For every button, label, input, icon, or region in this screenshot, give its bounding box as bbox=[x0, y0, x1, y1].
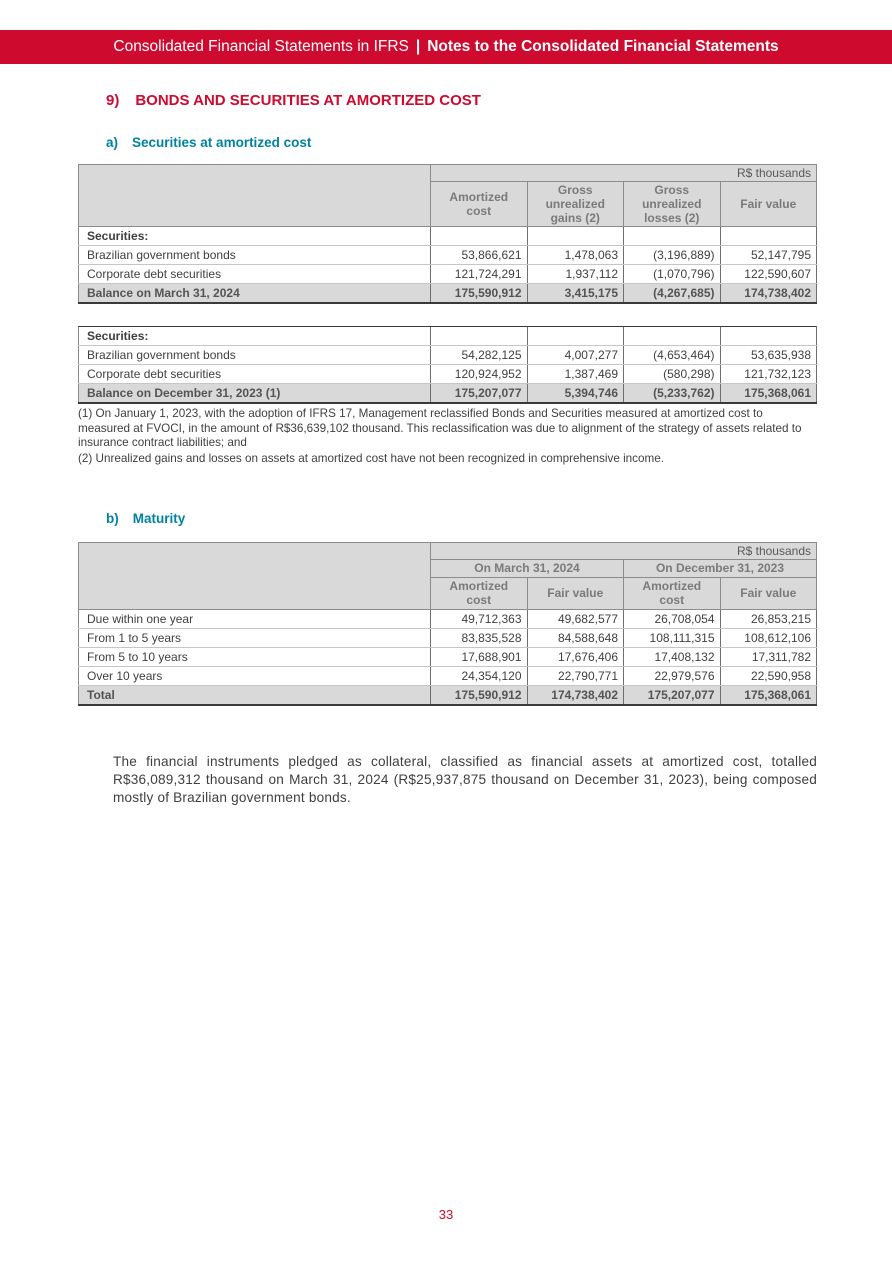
table-row-group bbox=[79, 327, 817, 346]
table-cell: 175,590,912 bbox=[431, 284, 528, 304]
row-label: Brazilian government bonds bbox=[79, 246, 431, 265]
subsection-a-title bbox=[106, 135, 816, 150]
row-label: Corporate debt securities bbox=[79, 365, 431, 384]
table-cell: 175,207,077 bbox=[624, 685, 721, 705]
table-cell-empty bbox=[720, 227, 817, 246]
table-cell-empty bbox=[720, 327, 817, 346]
table-cell: 83,835,528 bbox=[431, 628, 528, 647]
table-cell: 175,368,061 bbox=[720, 384, 817, 404]
header-title-left: Consolidated Financial Statements in IFRS bbox=[113, 38, 409, 55]
table-row bbox=[79, 609, 817, 628]
table-row bbox=[79, 346, 817, 365]
table-cell: 1,387,469 bbox=[527, 365, 624, 384]
column-header-gross-unrealized-gains: Gross unrealized gains (2) bbox=[527, 182, 624, 227]
unit-label: R$ thousands bbox=[431, 165, 817, 182]
table-cell: 121,732,123 bbox=[720, 365, 817, 384]
period-header-march-2024: On March 31, 2024 bbox=[431, 559, 624, 577]
footnotes bbox=[78, 407, 816, 467]
table-cell: 17,676,406 bbox=[527, 647, 624, 666]
table-row bbox=[79, 246, 817, 265]
table-cell: 26,708,054 bbox=[624, 609, 721, 628]
table-cell-empty bbox=[527, 327, 624, 346]
table-row-total bbox=[79, 685, 817, 705]
table-cell: 121,724,291 bbox=[431, 265, 528, 284]
table-cell: 17,311,782 bbox=[720, 647, 817, 666]
row-label: Over 10 years bbox=[79, 666, 431, 685]
table-cell: 175,590,912 bbox=[431, 685, 528, 705]
table-cell: 24,354,120 bbox=[431, 666, 528, 685]
table-cell: 26,853,215 bbox=[720, 609, 817, 628]
table-cell: 17,408,132 bbox=[624, 647, 721, 666]
column-header-fair-value-2024: Fair value bbox=[527, 577, 624, 609]
table-cell-empty bbox=[431, 327, 528, 346]
column-header-gross-unrealized-losses: Gross unrealized losses (2) bbox=[624, 182, 721, 227]
table-cell: 3,415,175 bbox=[527, 284, 624, 304]
subsection-a-text: Securities at amortized cost bbox=[132, 135, 312, 150]
table-cell: 5,394,746 bbox=[527, 384, 624, 404]
footnote-1: (1) On January 1, 2023, with the adoption of IFRS 17, Management reclassified Bonds and Securities measured at amortized cost to measured at FVOCI, in the amount of R$36,639,102 thousand. This reclassification was due to alignment of the strategy of assets related to insurance contract liabilities; and bbox=[78, 407, 802, 450]
unit-row bbox=[79, 542, 817, 559]
subsection-b-title bbox=[106, 511, 816, 526]
table-cell: 174,738,402 bbox=[527, 685, 624, 705]
period-header-december-2023: On December 31, 2023 bbox=[624, 559, 817, 577]
table-row bbox=[79, 365, 817, 384]
table-cell: 22,790,771 bbox=[527, 666, 624, 685]
header-title-right: Notes to the Consolidated Financial Statements bbox=[427, 38, 779, 55]
table-cell: 174,738,402 bbox=[720, 284, 817, 304]
row-label: Brazilian government bonds bbox=[79, 346, 431, 365]
column-header-fair-value-2023: Fair value bbox=[720, 577, 817, 609]
page-content bbox=[78, 64, 816, 807]
subsection-a-number: a) bbox=[106, 135, 119, 150]
collateral-paragraph: The financial instruments pledged as collateral, classified as financial assets at amortized cost, totalled R$36,089,312 thousand on March 31, 2024 (R$25,937,875 thousand on December 31, 2023), being composed mostly of Brazilian government bonds. bbox=[113, 753, 817, 805]
securities-table-2024 bbox=[78, 164, 817, 304]
table-cell: 122,590,607 bbox=[720, 265, 817, 284]
table-row bbox=[79, 265, 817, 284]
table-cell: (580,298) bbox=[624, 365, 721, 384]
group-label: Securities: bbox=[79, 327, 431, 346]
column-header-amortized-cost-2024: Amortized cost bbox=[431, 577, 528, 609]
column-header-fair-value: Fair value bbox=[720, 182, 817, 227]
table-row bbox=[79, 666, 817, 685]
table-cell: 84,588,648 bbox=[527, 628, 624, 647]
total-label: Balance on March 31, 2024 bbox=[79, 284, 431, 304]
table-row-total bbox=[79, 284, 817, 304]
table-cell: 108,612,106 bbox=[720, 628, 817, 647]
unit-row bbox=[79, 165, 817, 182]
table-cell: 175,207,077 bbox=[431, 384, 528, 404]
section-title bbox=[106, 92, 816, 109]
subsection-b-number: b) bbox=[106, 510, 119, 526]
subsection-b-text: Maturity bbox=[132, 510, 186, 526]
row-label: Corporate debt securities bbox=[79, 265, 431, 284]
table-cell-empty bbox=[431, 227, 528, 246]
table-cell: 1,478,063 bbox=[527, 246, 624, 265]
table-cell-empty bbox=[624, 227, 721, 246]
footnote-2: (2) Unrealized gains and losses on assets at amortized cost have not been recognized in comprehensive income. bbox=[78, 451, 664, 465]
column-header-amortized-cost: Amortized cost bbox=[431, 182, 528, 227]
table-cell: 49,712,363 bbox=[431, 609, 528, 628]
page-number: 33 bbox=[438, 1207, 454, 1222]
table-cell: 175,368,061 bbox=[720, 685, 817, 705]
table-cell: (5,233,762) bbox=[624, 384, 721, 404]
table-cell: 53,635,938 bbox=[720, 346, 817, 365]
table-row-total bbox=[79, 384, 817, 404]
table-cell: (4,653,464) bbox=[624, 346, 721, 365]
table-corner bbox=[79, 165, 431, 227]
table-row-group bbox=[79, 227, 817, 246]
table-cell: 52,147,795 bbox=[720, 246, 817, 265]
securities-table-2023 bbox=[78, 326, 817, 404]
row-label: Due within one year bbox=[79, 609, 431, 628]
table-cell: 108,111,315 bbox=[624, 628, 721, 647]
table-corner bbox=[79, 542, 431, 609]
table-cell: 120,924,952 bbox=[431, 365, 528, 384]
table-cell: 1,937,112 bbox=[527, 265, 624, 284]
table-cell: 54,282,125 bbox=[431, 346, 528, 365]
table-row bbox=[79, 628, 817, 647]
table-cell: 22,590,958 bbox=[720, 666, 817, 685]
table-cell: (4,267,685) bbox=[624, 284, 721, 304]
total-label: Total bbox=[79, 685, 431, 705]
table-cell: 53,866,621 bbox=[431, 246, 528, 265]
table-cell: 22,979,576 bbox=[624, 666, 721, 685]
table-cell: (3,196,889) bbox=[624, 246, 721, 265]
group-label: Securities: bbox=[79, 227, 431, 246]
maturity-table bbox=[78, 542, 817, 706]
table-cell: 49,682,577 bbox=[527, 609, 624, 628]
header-separator: | bbox=[415, 38, 421, 55]
unit-label: R$ thousands bbox=[431, 542, 817, 559]
table-cell-empty bbox=[624, 327, 721, 346]
table-cell-empty bbox=[527, 227, 624, 246]
row-label: From 1 to 5 years bbox=[79, 628, 431, 647]
page-header-banner bbox=[0, 30, 892, 64]
row-label: From 5 to 10 years bbox=[79, 647, 431, 666]
column-header-amortized-cost-2023: Amortized cost bbox=[624, 577, 721, 609]
table-cell: 4,007,277 bbox=[527, 346, 624, 365]
table-row bbox=[79, 647, 817, 666]
section-title-text: BONDS AND SECURITIES AT AMORTIZED COST bbox=[135, 92, 481, 109]
table-cell: (1,070,796) bbox=[624, 265, 721, 284]
section-number: 9) bbox=[106, 92, 120, 109]
table-cell: 17,688,901 bbox=[431, 647, 528, 666]
total-label: Balance on December 31, 2023 (1) bbox=[79, 384, 431, 404]
